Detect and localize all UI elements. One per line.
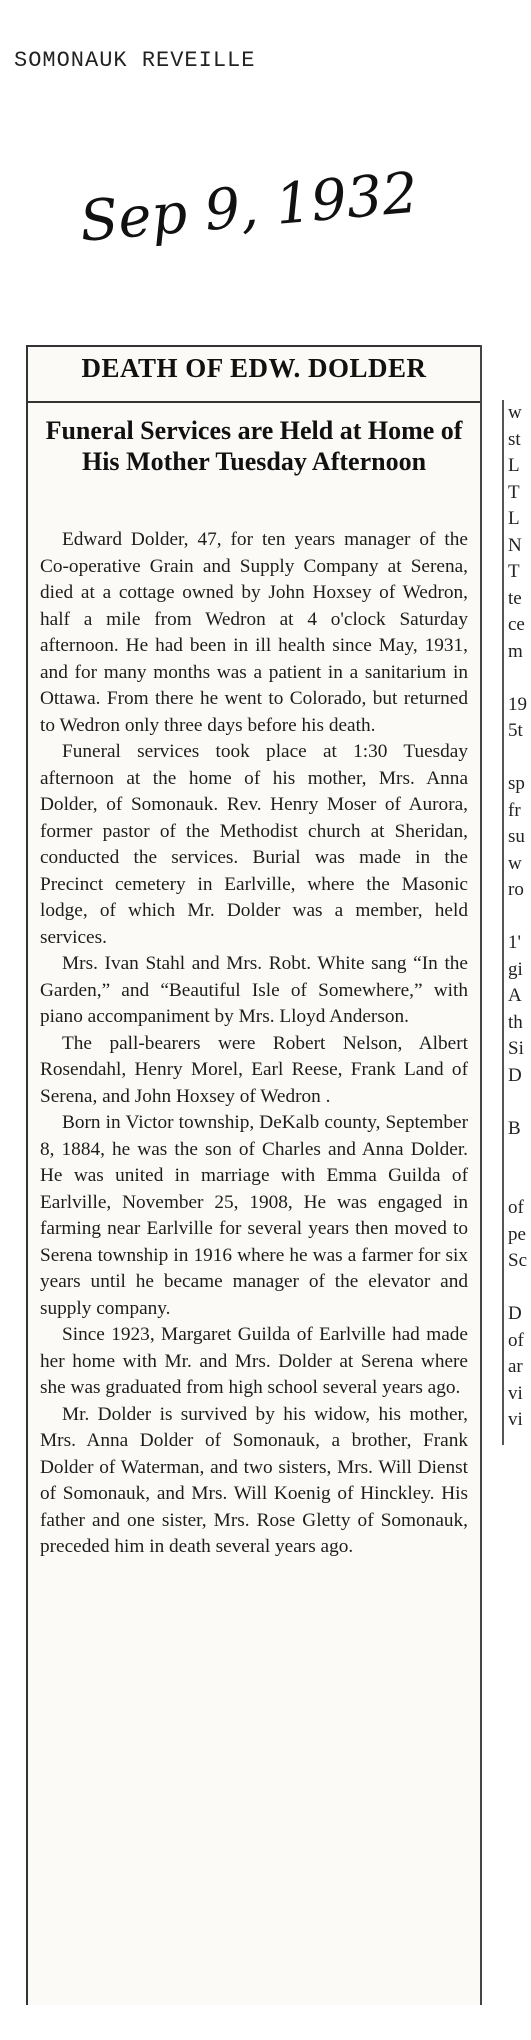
headline: DEATH OF EDW. DOLDER (81, 353, 427, 383)
column-fragment: vi (508, 1409, 523, 1430)
column-fragment: D (508, 1303, 522, 1324)
column-fragment: th (508, 1011, 523, 1033)
column-fragment: L (508, 508, 520, 529)
column-fragment: w (508, 402, 522, 423)
column-fragment (504, 665, 531, 692)
paragraph: The pall-bearers were Robert Nelson, Albert Rosendahl, Henry Morel, Earl Reese, Frank Land of Serena, and John Hoxsey of Wedron . (40, 1032, 468, 1107)
newspaper-clipping (26, 345, 482, 2005)
column-fragment: pe (508, 1223, 526, 1245)
handwritten-date: Sep 9, 1932 (77, 160, 421, 255)
column-fragment: 19 (508, 693, 527, 715)
column-fragment: B (508, 1117, 521, 1139)
paragraph: Mr. Dolder is survived by his widow, his mother, Mrs. Anna Dolder of Somonauk, a brother, Frank Dolder of Waterman, and two sisters, Mrs. Will Dienst of Somonauk, and Mrs. Will Koenig of Hinckley. His father and one sister, Mrs. Rose Gletty of Somonauk, preceded him in death several years ago. (40, 1403, 468, 1557)
column-fragment: w (508, 852, 522, 874)
column-fragment: 1' (508, 932, 521, 953)
column-fragment: su (508, 826, 525, 847)
column-fragment: sp (508, 773, 525, 794)
column-fragment: of (508, 1197, 524, 1218)
column-fragment: ce (508, 614, 525, 635)
headline-rule (28, 401, 480, 403)
column-fragment: te (508, 587, 522, 609)
column-fragment (504, 1275, 531, 1302)
column-fragment: 5t (508, 720, 523, 741)
column-fragment: Si (508, 1038, 524, 1059)
column-fragment: A (508, 985, 522, 1006)
column-fragment (504, 1142, 531, 1169)
column-fragment: N (508, 534, 522, 556)
column-fragment: Sc (508, 1250, 527, 1271)
top-rule (28, 345, 480, 347)
paragraph: Mrs. Ivan Stahl and Mrs. Robt. White sang “In the Garden,” and “Beautiful Isle of Somewhere,” with piano accompaniment by Mrs. Lloyd Anderson. (40, 953, 468, 1027)
column-fragment: T (508, 481, 520, 503)
column-fragment: m (508, 640, 523, 662)
paragraph: Born in Victor township, DeKalb county, September 8, 1884, he was the son of Charles and Anna Dolder. He was united in marriage with Emma Guilda of Earlville, November 25, 1908, He was engaged in farming near Earlville for several years then moved to Serena township in 1916 where he was a farmer for six years until he became manager of the elevator and supply company. (40, 1112, 468, 1319)
article-body (40, 527, 468, 1561)
column-fragment (504, 1089, 531, 1116)
subheadline: Funeral Services are Held at Home of His Mother Tuesday Afternoon (45, 416, 463, 476)
column-fragment (504, 745, 531, 772)
paragraph: Funeral services took place at 1:30 Tuesday afternoon at the home of his mother, Mrs. Anna Dolder, of Somonauk. Rev. Henry Moser of Aurora, former pastor of the Methodist church at Sheridan, conducted the services. Burial was made in the Precinct cemetery in Earlville, where the Masonic lodge, of which Mr. Dolder was a member, held services. (40, 741, 468, 948)
column-fragment: T (508, 561, 520, 582)
paragraph: Since 1923, Margaret Guilda of Earlville had made her home with Mr. and Mrs. Dolder at Serena where she was graduated from high school several years ago. (40, 1324, 468, 1398)
column-fragment: of (508, 1329, 524, 1351)
column-fragment (504, 904, 531, 931)
adjacent-column-fragment (502, 400, 531, 1445)
publication-header: SOMONAUK REVEILLE (14, 48, 256, 73)
column-fragment: fr (508, 799, 521, 821)
column-fragment (504, 1169, 531, 1196)
column-fragment: st (508, 428, 521, 450)
column-fragment: ro (508, 879, 524, 900)
paragraph: Edward Dolder, 47, for ten years manager of the Co-operative Grain and Supply Company at Serena, died at a cottage owned by John Hoxsey of Wedron, half a mile from Wedron at 4 o'clock Saturday afternoon. He had been in ill health since May, 1931, and for many months was a patient in a sanitarium in Ottawa. From there he went to Colorado, but returned to Wedron only three days before his death. (40, 529, 468, 736)
column-fragment: D (508, 1064, 522, 1086)
column-fragment: gi (508, 958, 523, 980)
column-fragment: ar (508, 1356, 523, 1377)
column-fragment: vi (508, 1382, 523, 1404)
column-fragment: L (508, 455, 520, 476)
